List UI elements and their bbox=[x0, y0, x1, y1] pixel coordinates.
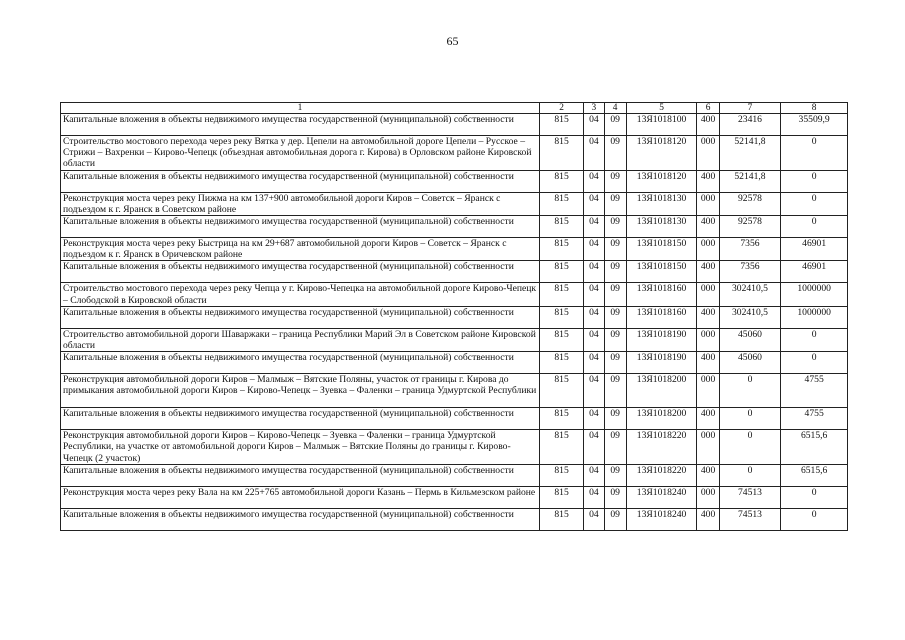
row-ministry-code: 815 bbox=[539, 328, 583, 351]
row-amount-col8: 6515,6 bbox=[781, 464, 848, 486]
row-ministry-code: 815 bbox=[539, 136, 583, 171]
row-section-code: 04 bbox=[584, 238, 604, 261]
row-amount-col8: 0 bbox=[781, 170, 848, 192]
row-section-code: 04 bbox=[584, 170, 604, 192]
row-expense-type: 000 bbox=[697, 283, 719, 306]
row-amount-col7: 0 bbox=[719, 408, 781, 430]
row-expense-type: 000 bbox=[697, 238, 719, 261]
row-target-article: 13Я1018220 bbox=[626, 464, 697, 486]
row-section-code: 04 bbox=[584, 283, 604, 306]
table-row bbox=[61, 306, 848, 328]
row-description: Реконструкция моста через реку Пижма на км 137+900 автомобильной дороги Киров – Советск – Яранск с подъездом к г. Яранск в Советском районе bbox=[61, 192, 540, 215]
row-amount-col7: 7356 bbox=[719, 261, 781, 283]
row-target-article: 13Я1018130 bbox=[626, 192, 697, 215]
row-expense-type: 000 bbox=[697, 192, 719, 215]
table-row bbox=[61, 283, 848, 306]
row-section-code: 04 bbox=[584, 464, 604, 486]
row-ministry-code: 815 bbox=[539, 486, 583, 508]
row-section-code: 04 bbox=[584, 430, 604, 465]
row-expense-type: 000 bbox=[697, 328, 719, 351]
row-amount-col7: 92578 bbox=[719, 216, 781, 238]
row-section-code: 04 bbox=[584, 408, 604, 430]
row-amount-col8: 46901 bbox=[781, 261, 848, 283]
row-amount-col7: 52141,8 bbox=[719, 136, 781, 171]
row-description: Реконструкция автомобильной дороги Киров – Кирово-Чепецк – Зуевка – Фаленки – граница Удмуртской Республики, на участке от автомобильной дороги Киров – Малмыж – Вятские Поляны до границы г. Кирово-Чепецк (2 участок) bbox=[61, 430, 540, 465]
row-amount-col8: 0 bbox=[781, 216, 848, 238]
row-target-article: 13Я1018200 bbox=[626, 408, 697, 430]
table-row bbox=[61, 328, 848, 351]
row-target-article: 13Я1018200 bbox=[626, 374, 697, 408]
row-subsection-code: 09 bbox=[604, 136, 626, 171]
row-subsection-code: 09 bbox=[604, 464, 626, 486]
row-section-code: 04 bbox=[584, 136, 604, 171]
row-subsection-code: 09 bbox=[604, 238, 626, 261]
budget-table bbox=[60, 102, 848, 531]
row-subsection-code: 09 bbox=[604, 261, 626, 283]
table-row bbox=[61, 374, 848, 408]
row-amount-col8: 0 bbox=[781, 328, 848, 351]
row-ministry-code: 815 bbox=[539, 430, 583, 465]
row-ministry-code: 815 bbox=[539, 170, 583, 192]
header-cell: 3 bbox=[584, 103, 604, 114]
row-description: Реконструкция автомобильной дороги Киров – Малмыж – Вятские Поляны, участок от границы г. Кирова до примыкания автомобильной дороги Киров – Кирово-Чепецк – Зуевка – Фаленки – граница Удмуртской Республики bbox=[61, 374, 540, 408]
row-target-article: 13Я1018150 bbox=[626, 238, 697, 261]
row-section-code: 04 bbox=[584, 192, 604, 215]
row-ministry-code: 815 bbox=[539, 216, 583, 238]
row-section-code: 04 bbox=[584, 114, 604, 136]
table-row bbox=[61, 170, 848, 192]
row-amount-col7: 302410,5 bbox=[719, 283, 781, 306]
row-amount-col8: 35509,9 bbox=[781, 114, 848, 136]
row-target-article: 13Я1018240 bbox=[626, 508, 697, 530]
table-row bbox=[61, 192, 848, 215]
row-expense-type: 400 bbox=[697, 508, 719, 530]
row-ministry-code: 815 bbox=[539, 464, 583, 486]
row-subsection-code: 09 bbox=[604, 170, 626, 192]
row-description: Капитальные вложения в объекты недвижимого имущества государственной (муниципальной) собственности bbox=[61, 352, 540, 374]
row-description: Капитальные вложения в объекты недвижимого имущества государственной (муниципальной) собственности bbox=[61, 170, 540, 192]
row-amount-col7: 7356 bbox=[719, 238, 781, 261]
row-amount-col8: 0 bbox=[781, 192, 848, 215]
row-amount-col8: 1000000 bbox=[781, 306, 848, 328]
row-ministry-code: 815 bbox=[539, 192, 583, 215]
row-ministry-code: 815 bbox=[539, 408, 583, 430]
row-expense-type: 400 bbox=[697, 306, 719, 328]
row-expense-type: 000 bbox=[697, 374, 719, 408]
table-row bbox=[61, 136, 848, 171]
row-amount-col7: 74513 bbox=[719, 486, 781, 508]
row-subsection-code: 09 bbox=[604, 408, 626, 430]
row-description: Капитальные вложения в объекты недвижимого имущества государственной (муниципальной) собственности bbox=[61, 408, 540, 430]
row-ministry-code: 815 bbox=[539, 114, 583, 136]
row-description: Строительство мостового перехода через реку Чепца у г. Кирово-Чепецка на автомобильной дороге Кирово-Чепецк – Слободской в Кировской области bbox=[61, 283, 540, 306]
table-row bbox=[61, 238, 848, 261]
table-row bbox=[61, 216, 848, 238]
row-amount-col8: 0 bbox=[781, 136, 848, 171]
row-target-article: 13Я1018160 bbox=[626, 283, 697, 306]
row-section-code: 04 bbox=[584, 352, 604, 374]
row-ministry-code: 815 bbox=[539, 306, 583, 328]
row-subsection-code: 09 bbox=[604, 430, 626, 465]
row-amount-col8: 6515,6 bbox=[781, 430, 848, 465]
row-description: Строительство мостового перехода через реку Вятка у дер. Цепели на автомобильной дороге Цепели – Русское – Стрижи – Вахренки – Кирово-Чепецк (объездная автомобильная дорога г. Кирова) в Орловском районе Кировской области bbox=[61, 136, 540, 171]
header-cell: 8 bbox=[781, 103, 848, 114]
header-cell: 5 bbox=[626, 103, 697, 114]
row-amount-col8: 46901 bbox=[781, 238, 848, 261]
page-number: 65 bbox=[446, 34, 459, 48]
row-section-code: 04 bbox=[584, 508, 604, 530]
row-section-code: 04 bbox=[584, 486, 604, 508]
row-target-article: 13Я1018130 bbox=[626, 216, 697, 238]
row-section-code: 04 bbox=[584, 261, 604, 283]
row-target-article: 13Я1018120 bbox=[626, 136, 697, 171]
row-ministry-code: 815 bbox=[539, 352, 583, 374]
row-expense-type: 400 bbox=[697, 261, 719, 283]
table-row bbox=[61, 408, 848, 430]
row-subsection-code: 09 bbox=[604, 283, 626, 306]
row-amount-col7: 74513 bbox=[719, 508, 781, 530]
row-target-article: 13Я1018220 bbox=[626, 430, 697, 465]
row-description: Капитальные вложения в объекты недвижимого имущества государственной (муниципальной) собственности bbox=[61, 114, 540, 136]
row-ministry-code: 815 bbox=[539, 374, 583, 408]
row-subsection-code: 09 bbox=[604, 508, 626, 530]
row-amount-col7: 45060 bbox=[719, 352, 781, 374]
row-ministry-code: 815 bbox=[539, 283, 583, 306]
row-ministry-code: 815 bbox=[539, 261, 583, 283]
row-subsection-code: 09 bbox=[604, 328, 626, 351]
row-description: Капитальные вложения в объекты недвижимого имущества государственной (муниципальной) собственности bbox=[61, 216, 540, 238]
row-amount-col7: 23416 bbox=[719, 114, 781, 136]
row-description: Капитальные вложения в объекты недвижимого имущества государственной (муниципальной) собственности bbox=[61, 464, 540, 486]
row-expense-type: 000 bbox=[697, 430, 719, 465]
row-description: Реконструкция моста через реку Быстрица на км 29+687 автомобильной дороги Киров – Советск – Яранск с подъездом к г. Яранск в Оричевском районе bbox=[61, 238, 540, 261]
header-cell: 2 bbox=[539, 103, 583, 114]
row-amount-col8: 0 bbox=[781, 486, 848, 508]
row-amount-col8: 4755 bbox=[781, 374, 848, 408]
row-amount-col8: 0 bbox=[781, 352, 848, 374]
row-expense-type: 400 bbox=[697, 216, 719, 238]
row-section-code: 04 bbox=[584, 328, 604, 351]
row-target-article: 13Я1018190 bbox=[626, 328, 697, 351]
row-amount-col7: 0 bbox=[719, 374, 781, 408]
row-subsection-code: 09 bbox=[604, 486, 626, 508]
header-cell: 7 bbox=[719, 103, 781, 114]
row-target-article: 13Я1018100 bbox=[626, 114, 697, 136]
row-subsection-code: 09 bbox=[604, 216, 626, 238]
row-expense-type: 000 bbox=[697, 136, 719, 171]
row-amount-col7: 45060 bbox=[719, 328, 781, 351]
row-amount-col8: 1000000 bbox=[781, 283, 848, 306]
table-row bbox=[61, 261, 848, 283]
header-cell: 4 bbox=[604, 103, 626, 114]
row-section-code: 04 bbox=[584, 306, 604, 328]
row-amount-col7: 0 bbox=[719, 464, 781, 486]
row-amount-col7: 0 bbox=[719, 430, 781, 465]
row-description: Капитальные вложения в объекты недвижимого имущества государственной (муниципальной) собственности bbox=[61, 306, 540, 328]
row-expense-type: 400 bbox=[697, 464, 719, 486]
header-row bbox=[61, 103, 848, 114]
row-target-article: 13Я1018120 bbox=[626, 170, 697, 192]
row-target-article: 13Я1018190 bbox=[626, 352, 697, 374]
row-expense-type: 000 bbox=[697, 486, 719, 508]
row-amount-col8: 4755 bbox=[781, 408, 848, 430]
table-row bbox=[61, 430, 848, 465]
row-amount-col7: 302410,5 bbox=[719, 306, 781, 328]
row-amount-col7: 52141,8 bbox=[719, 170, 781, 192]
row-subsection-code: 09 bbox=[604, 352, 626, 374]
table-row bbox=[61, 464, 848, 486]
table-row bbox=[61, 352, 848, 374]
row-target-article: 13Я1018240 bbox=[626, 486, 697, 508]
row-description: Строительство автомобильной дороги Шаваржаки – граница Республики Марий Эл в Советском районе Кировской области bbox=[61, 328, 540, 351]
row-subsection-code: 09 bbox=[604, 192, 626, 215]
row-ministry-code: 815 bbox=[539, 508, 583, 530]
header-cell: 6 bbox=[697, 103, 719, 114]
row-subsection-code: 09 bbox=[604, 374, 626, 408]
row-subsection-code: 09 bbox=[604, 114, 626, 136]
row-amount-col8: 0 bbox=[781, 508, 848, 530]
table-row bbox=[61, 114, 848, 136]
header-cell: 1 bbox=[61, 103, 540, 114]
table-row bbox=[61, 508, 848, 530]
row-description: Капитальные вложения в объекты недвижимого имущества государственной (муниципальной) собственности bbox=[61, 508, 540, 530]
row-section-code: 04 bbox=[584, 216, 604, 238]
row-expense-type: 400 bbox=[697, 352, 719, 374]
row-description: Капитальные вложения в объекты недвижимого имущества государственной (муниципальной) собственности bbox=[61, 261, 540, 283]
row-description: Реконструкция моста через реку Вала на км 225+765 автомобильной дороги Казань – Пермь в Кильмезском районе bbox=[61, 486, 540, 508]
row-subsection-code: 09 bbox=[604, 306, 626, 328]
row-expense-type: 400 bbox=[697, 114, 719, 136]
table-row bbox=[61, 486, 848, 508]
row-expense-type: 400 bbox=[697, 408, 719, 430]
row-amount-col7: 92578 bbox=[719, 192, 781, 215]
row-ministry-code: 815 bbox=[539, 238, 583, 261]
row-target-article: 13Я1018150 bbox=[626, 261, 697, 283]
row-section-code: 04 bbox=[584, 374, 604, 408]
row-expense-type: 400 bbox=[697, 170, 719, 192]
row-target-article: 13Я1018160 bbox=[626, 306, 697, 328]
